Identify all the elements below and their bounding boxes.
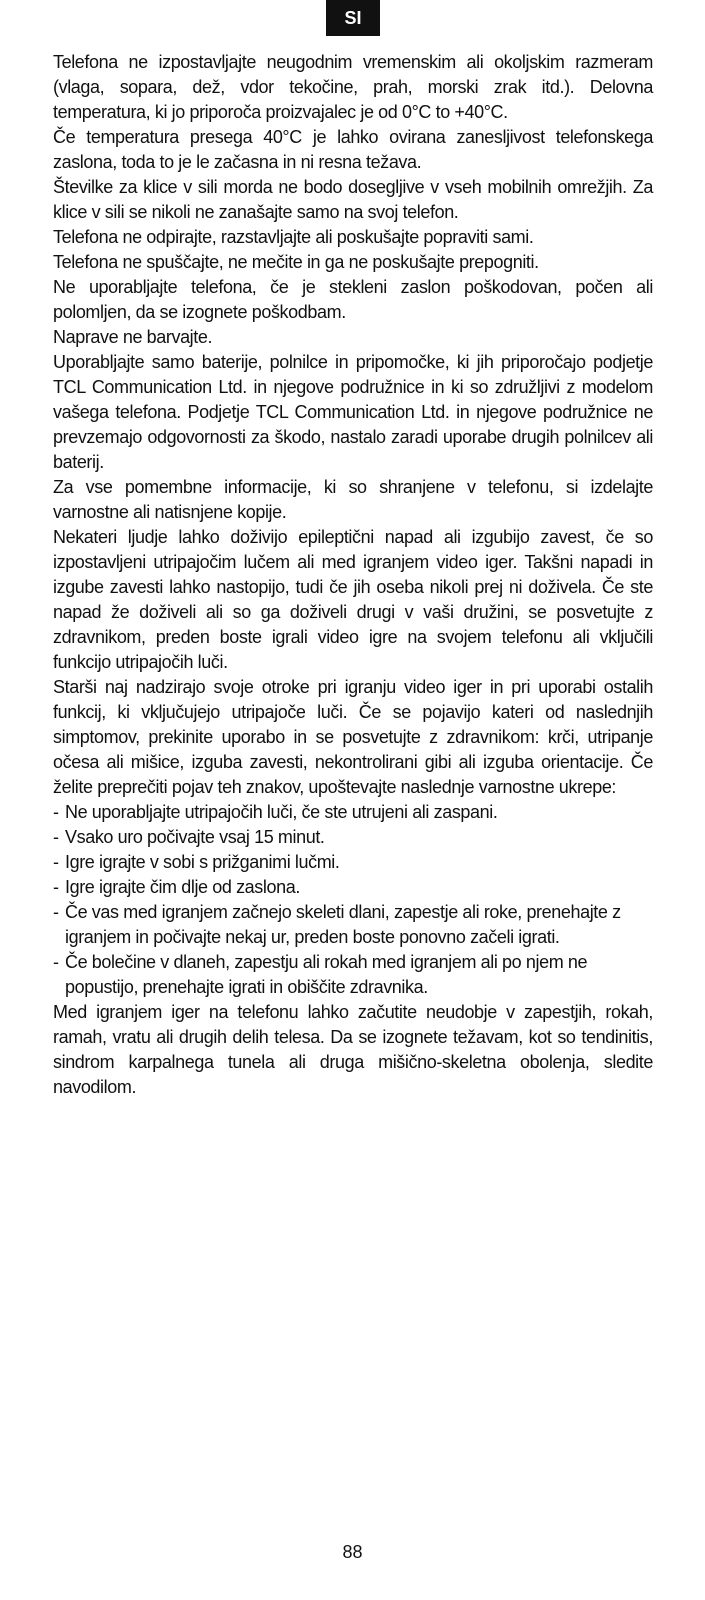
paragraph-parents: Starši naj nadzirajo svoje otroke pri igranju video iger in pri uporabi ostalih funkcij, ki vključujejo utripajoče luči. Če se pojavijo kateri od naslednjih simptomov, prekinite uporabo in se posvetujte z zdravnikom: krči, utripanje očesa ali mišice, izguba zavesti, nekontrolirani gibi ali izguba orientacije. Če želite preprečiti pojav teh znakov, upoštevajte naslednje varnostne ukrepe: <box>53 677 653 797</box>
list-item-text: Če vas med igranjem začnejo skeleti dlani, zapestje ali roke, prenehajte z igranjem in počivajte nekaj ur, preden boste ponovno začeli igrati. <box>65 902 621 947</box>
bullet-marker: - <box>53 877 59 897</box>
paragraph-epilepsy: Nekateri ljudje lahko doživijo epileptični napad ali izgubijo zavest, če so izpostavljeni utripajočim lučem ali med igranjem video iger. Takšni napadi in izgube zavesti lahko nastopijo, tudi če jih oseba nikoli prej ni doživela. Če ste napad že doživeli ali so ga doživeli drugi v vaši družini, se posvetujte z zdravnikom, preden boste igrali video igre na svojem telefonu ali vključili funkcijo utripajočih luči. <box>53 527 653 672</box>
bullet-marker: - <box>53 902 59 922</box>
paragraph-do-not-drop: Telefona ne spuščajte, ne mečite in ga ne poskušajte prepogniti. <box>53 252 539 272</box>
list-item <box>53 850 653 875</box>
list-item-text: Vsako uro počivajte vsaj 15 minut. <box>65 827 325 847</box>
paragraph-environment: Telefona ne izpostavljajte neugodnim vremenskim ali okoljskim razmeram (vlaga, sopara, dež, vdor tekočine, prah, morski zrak itd.). Delovna temperatura, ki jo priporoča proizvajalec je od 0°C to +40°C. <box>53 52 653 122</box>
list-item <box>53 900 653 950</box>
paragraph-discomfort: Med igranjem iger na telefonu lahko začutite neudobje v zapestjih, rokah, ramah, vratu ali drugih delih telesa. Da se izognete težavam, kot so tendinitis, sindrom karpalnega tunela ali druga mišično-skeletna obolenja, sledite navodilom. <box>53 1002 653 1097</box>
language-tab <box>326 0 380 36</box>
paragraph-emergency-calls: Številke za klice v sili morda ne bodo dosegljive v vseh mobilnih omrežjih. Za klice v sili se nikoli ne zanašajte samo na svoj telefon. <box>53 177 653 222</box>
bullet-marker: - <box>53 827 59 847</box>
bullet-marker: - <box>53 802 59 822</box>
paragraph-do-not-paint: Naprave ne barvajte. <box>53 327 213 347</box>
paragraph-temperature: Če temperatura presega 40°C je lahko ovirana zanesljivost telefonskega zaslona, toda to je le začasna in ni resna težava. <box>53 127 653 172</box>
language-code: SI <box>344 7 362 28</box>
paragraph-damaged-screen: Ne uporabljajte telefona, če je stekleni zaslon poškodovan, počen ali polomljen, da se izognete poškodbam. <box>53 277 653 322</box>
page-number: 88 <box>342 1542 363 1562</box>
precautions-list <box>53 800 653 1000</box>
list-item-text: Ne uporabljajte utripajočih luči, če ste utrujeni ali zaspani. <box>65 802 498 822</box>
paragraph-backup: Za vse pomembne informacije, ki so shranjene v telefonu, si izdelajte varnostne ali natisnjene kopije. <box>53 477 653 522</box>
document-body <box>53 50 653 1100</box>
list-item-text: Če bolečine v dlaneh, zapestju ali rokah med igranjem ali po njem ne popustijo, prenehajte igrati in obiščite zdravnika. <box>65 952 588 997</box>
bullet-marker: - <box>53 852 59 872</box>
paragraph-accessories: Uporabljajte samo baterije, polnilce in pripomočke, ki jih priporočajo podjetje TCL Communication Ltd. in njegove podružnice in ki so združljivi z modelom vašega telefona. Podjetje TCL Communication Ltd. in njegove podružnice ne prevzemajo odgovornosti za škodo, nastalo zaradi uporabe drugih polnilcev ali baterij. <box>53 352 653 472</box>
list-item <box>53 800 653 825</box>
list-item <box>53 825 653 850</box>
list-item-text: Igre igrajte v sobi s prižganimi lučmi. <box>65 852 340 872</box>
list-item-text: Igre igrajte čim dlje od zaslona. <box>65 877 300 897</box>
list-item <box>53 875 653 900</box>
list-item <box>53 950 653 1000</box>
paragraph-do-not-open: Telefona ne odpirajte, razstavljajte ali poskušajte popraviti sami. <box>53 227 534 247</box>
bullet-marker: - <box>53 952 59 972</box>
